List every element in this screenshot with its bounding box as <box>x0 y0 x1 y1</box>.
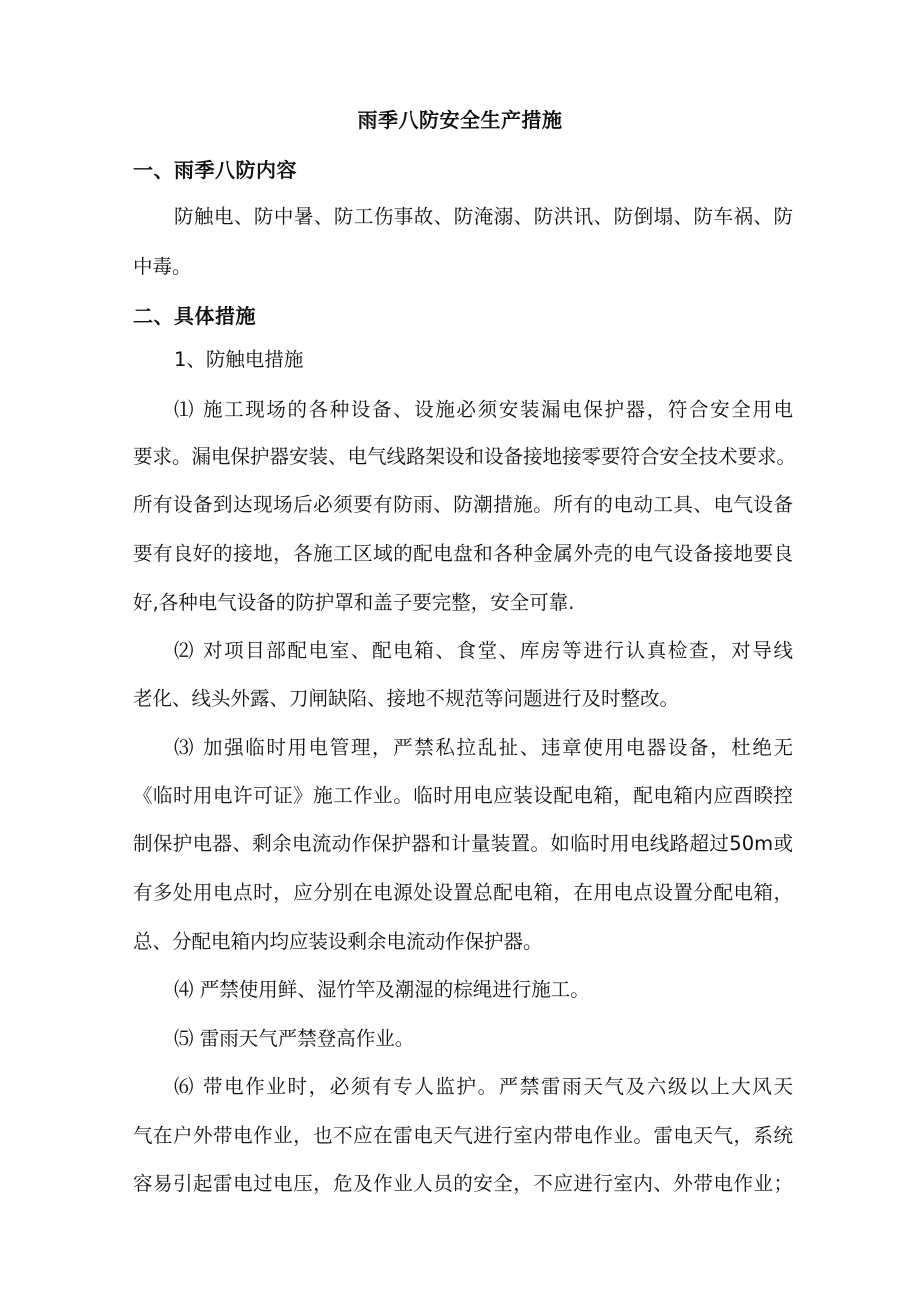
paragraph-line: ⑷ 严禁使用鲜、湿竹竿及潮湿的棕绳进行施工。 <box>174 978 590 1001</box>
paragraph-line: 要求。漏电保护器安装、电气线路架设和设备接地接零要符合安全技术要求。 <box>133 445 797 468</box>
paragraph-line: 总、分配电箱内均应装设剩余电流动作保护器。 <box>133 930 543 953</box>
paragraph-line: 老化、线头外露、刀闸缺陷、接地不规范等问题进行及时整改。 <box>133 687 680 710</box>
document-title: 雨季八防安全生产措施 <box>357 108 563 132</box>
paragraph-line: ⑴ 施工现场的各种设备、设施必须安装漏电保护器，符合安全用电 <box>174 398 793 421</box>
paragraph-line: 防触电、防中暑、防工伤事故、防淹溺、防洪讯、防倒塌、防车祸、防 <box>174 205 793 228</box>
paragraph-line: 好,各种电气设备的防护罩和盖子要完整，安全可靠. <box>133 591 575 614</box>
paragraph-line: 制保护电器、剩余电流动作保护器和计量装置。如临时用电线路超过50m或 <box>133 832 793 855</box>
paragraph-line: 气在户外带电作业，也不应在雷电天气进行室内带电作业。雷电天气，系统 <box>133 1124 793 1147</box>
paragraph-line: 《临时用电许可证》施工作业。临时用电应装设配电箱，配电箱内应酉睽控 <box>133 784 793 807</box>
subsection-heading: 1、防触电措施 <box>174 348 304 371</box>
paragraph-line: ⑸ 雷雨天气严禁登高作业。 <box>174 1027 415 1050</box>
paragraph-line: 有多处用电点时，应分别在电源处设置总配电箱，在用电点设置分配电箱， <box>133 881 793 904</box>
paragraph-line: 容易引起雷电过电压，危及作业人员的安全，不应进行室内、外带电作业； <box>133 1172 793 1195</box>
paragraph-line: ⑵ 对项目部配电室、配电箱、食堂、库房等进行认真检查，对导线 <box>174 639 793 662</box>
paragraph-line: ⑶ 加强临时用电管理，严禁私拉乱扯、违章使用电器设备，杜绝无 <box>174 736 793 759</box>
paragraph-line: ⑹ 带电作业时，必须有专人监护。严禁雷雨天气及六级以上大风天 <box>174 1075 793 1098</box>
paragraph-line: 中毒。 <box>133 255 192 278</box>
paragraph-line: 所有设备到达现场后必须要有防雨、防潮措施。所有的电动工具、电气设备 <box>133 493 793 516</box>
section-heading-measures: 二、具体措施 <box>133 304 256 328</box>
paragraph-line: 要有良好的接地，各施工区域的配电盘和各种金属外壳的电气设备接地要良 <box>133 542 793 565</box>
section-heading-content: 一、雨季八防内容 <box>133 158 297 182</box>
